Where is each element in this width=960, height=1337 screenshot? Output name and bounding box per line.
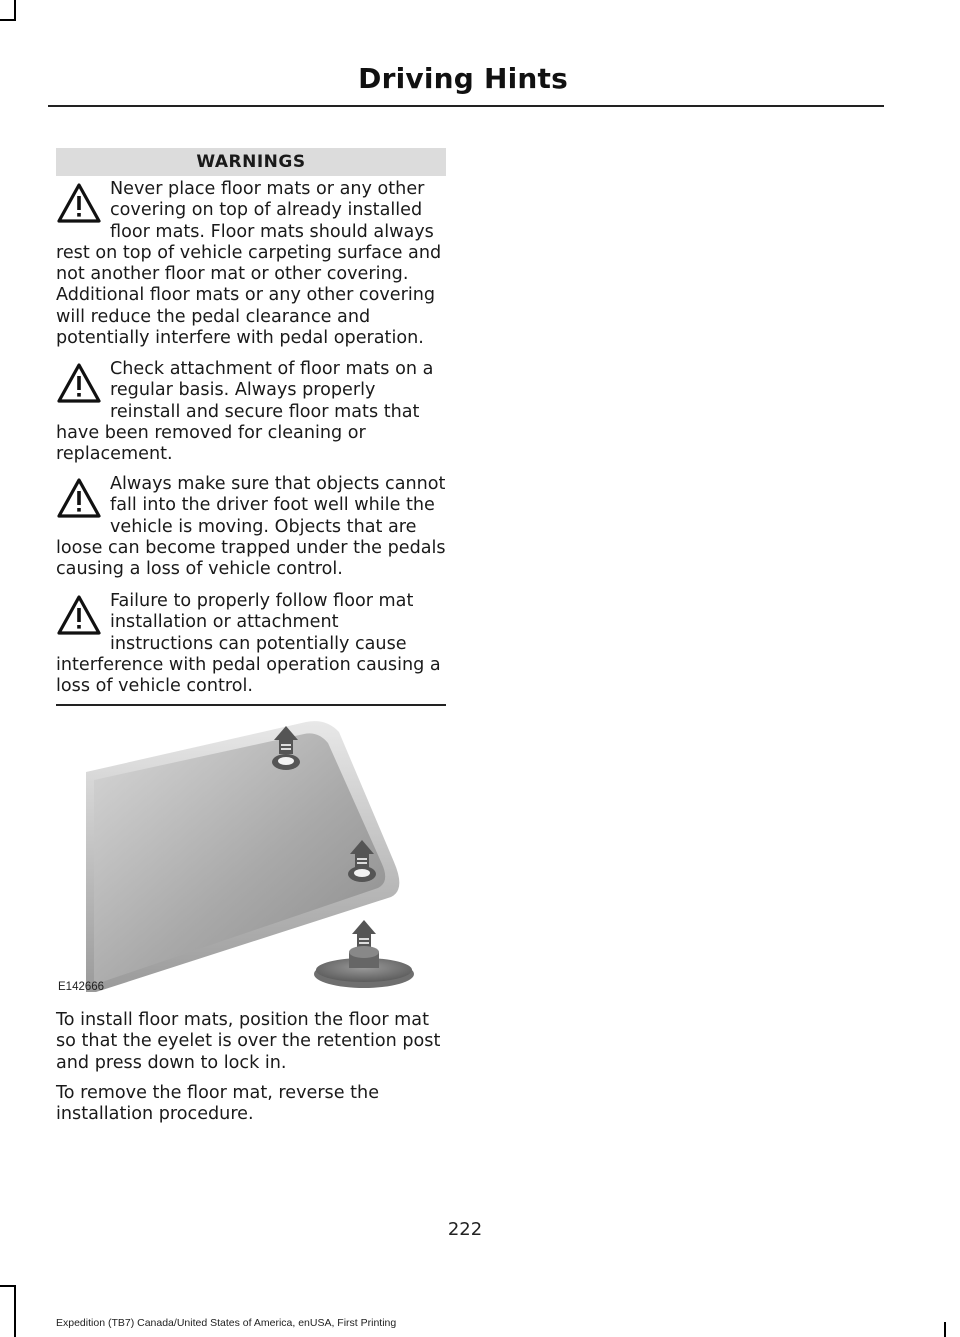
crop-mark (944, 1322, 946, 1337)
warning-triangle-icon (56, 476, 104, 521)
warning-text: Failure to properly follow floor mat installation or attachment instructions can potentially cause interference with pedal operation causing a loss of vehicle control. (56, 591, 441, 697)
warning-triangle-icon (56, 593, 104, 638)
warning-item (56, 591, 446, 697)
warning-triangle-icon (56, 361, 104, 406)
warning-text: Always make sure that objects cannot fall into the driver foot well while the vehicle is moving. Objects that are loose can become trapped under the pedals causing a loss of vehicle control. (56, 474, 446, 580)
floor-mat-illustration (56, 712, 446, 996)
crop-mark (14, 1285, 16, 1337)
warning-item (56, 474, 446, 580)
header-rule (48, 105, 884, 107)
install-instructions: To install floor mats, position the floor mat so that the eyelet is over the retention post and press down to lock in. (56, 1010, 441, 1073)
warning-triangle-icon (56, 181, 104, 226)
warning-item (56, 359, 446, 465)
crop-mark (14, 0, 16, 20)
crop-mark (0, 1285, 16, 1287)
warning-text: Never place floor mats or any other covering on top of already installed floor mats. Floor mats should always rest on top of vehicle carpeting surface and not another floor mat or other covering. Additional floor mats or any other covering will reduce the pedal clearance and potentially interfere with pedal operation. (56, 179, 442, 349)
figure-label: E142666 (58, 981, 105, 993)
warning-text: Check attachment of floor mats on a regular basis. Always properly reinstall and secure floor mats that have been removed for cleaning or replacement. (56, 359, 434, 465)
crop-mark (0, 19, 16, 21)
remove-instructions: To remove the floor mat, reverse the installation procedure. (56, 1083, 380, 1125)
footer-text: Expedition (TB7) Canada/United States of America, enUSA, First Printing (56, 1317, 397, 1329)
warnings-bottom-rule (56, 704, 446, 706)
page-number: 222 (447, 1219, 483, 1240)
warning-item (56, 179, 446, 349)
section-title: Driving Hints (358, 62, 568, 95)
warnings-heading: WARNINGS (56, 148, 446, 176)
